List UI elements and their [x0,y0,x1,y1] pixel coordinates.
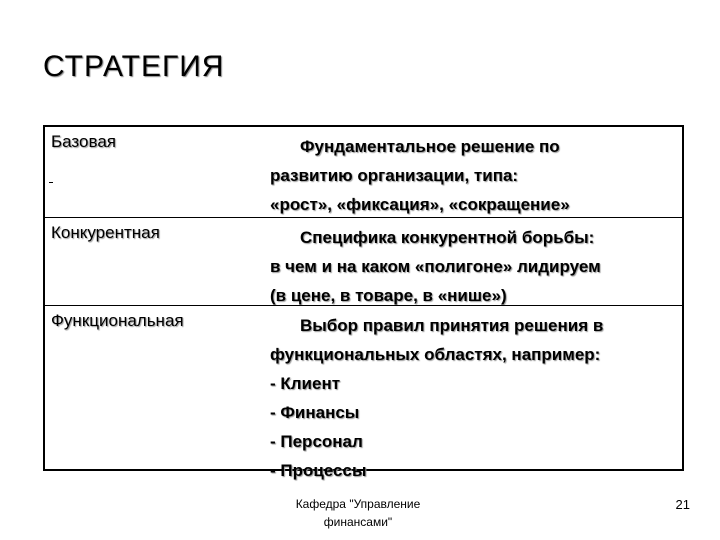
row-label: Функциональная [51,311,184,330]
row-label: Базовая [51,132,116,151]
list-item: - Клиент [270,374,341,393]
table-row [45,127,682,217]
description-line: Фундаментальное решение по [300,137,560,156]
table-row [45,305,682,480]
list-item: - Персонал [270,432,363,451]
description-line: Специфика конкурентной борьбы: [300,228,595,247]
row-description [270,132,680,219]
strategy-table [43,125,684,480]
list-item: - Процессы [270,461,367,480]
table-row [45,217,682,306]
row-description [270,311,680,485]
list-item: - Финансы [270,403,360,422]
page-number: 21 [675,497,690,512]
description-line: функциональных областях, например: [270,345,601,364]
stray-mark [49,182,53,183]
row-label: Конкурентная [51,223,160,242]
row-description [270,223,680,310]
description-line: Выбор правил принятия решения в [300,316,604,335]
description-line: развитию организации, типа: [270,166,519,185]
description-line: в чем и на каком «полигоне» лидируем [270,257,601,276]
description-line: «рост», «фиксация», «сокращение» [270,195,570,214]
slide-title: СТРАТЕГИЯ [43,50,225,83]
description-line: (в цене, в товаре, в «нише») [270,286,507,305]
slide-footer: Кафедра "Управление финансами" [295,497,421,529]
